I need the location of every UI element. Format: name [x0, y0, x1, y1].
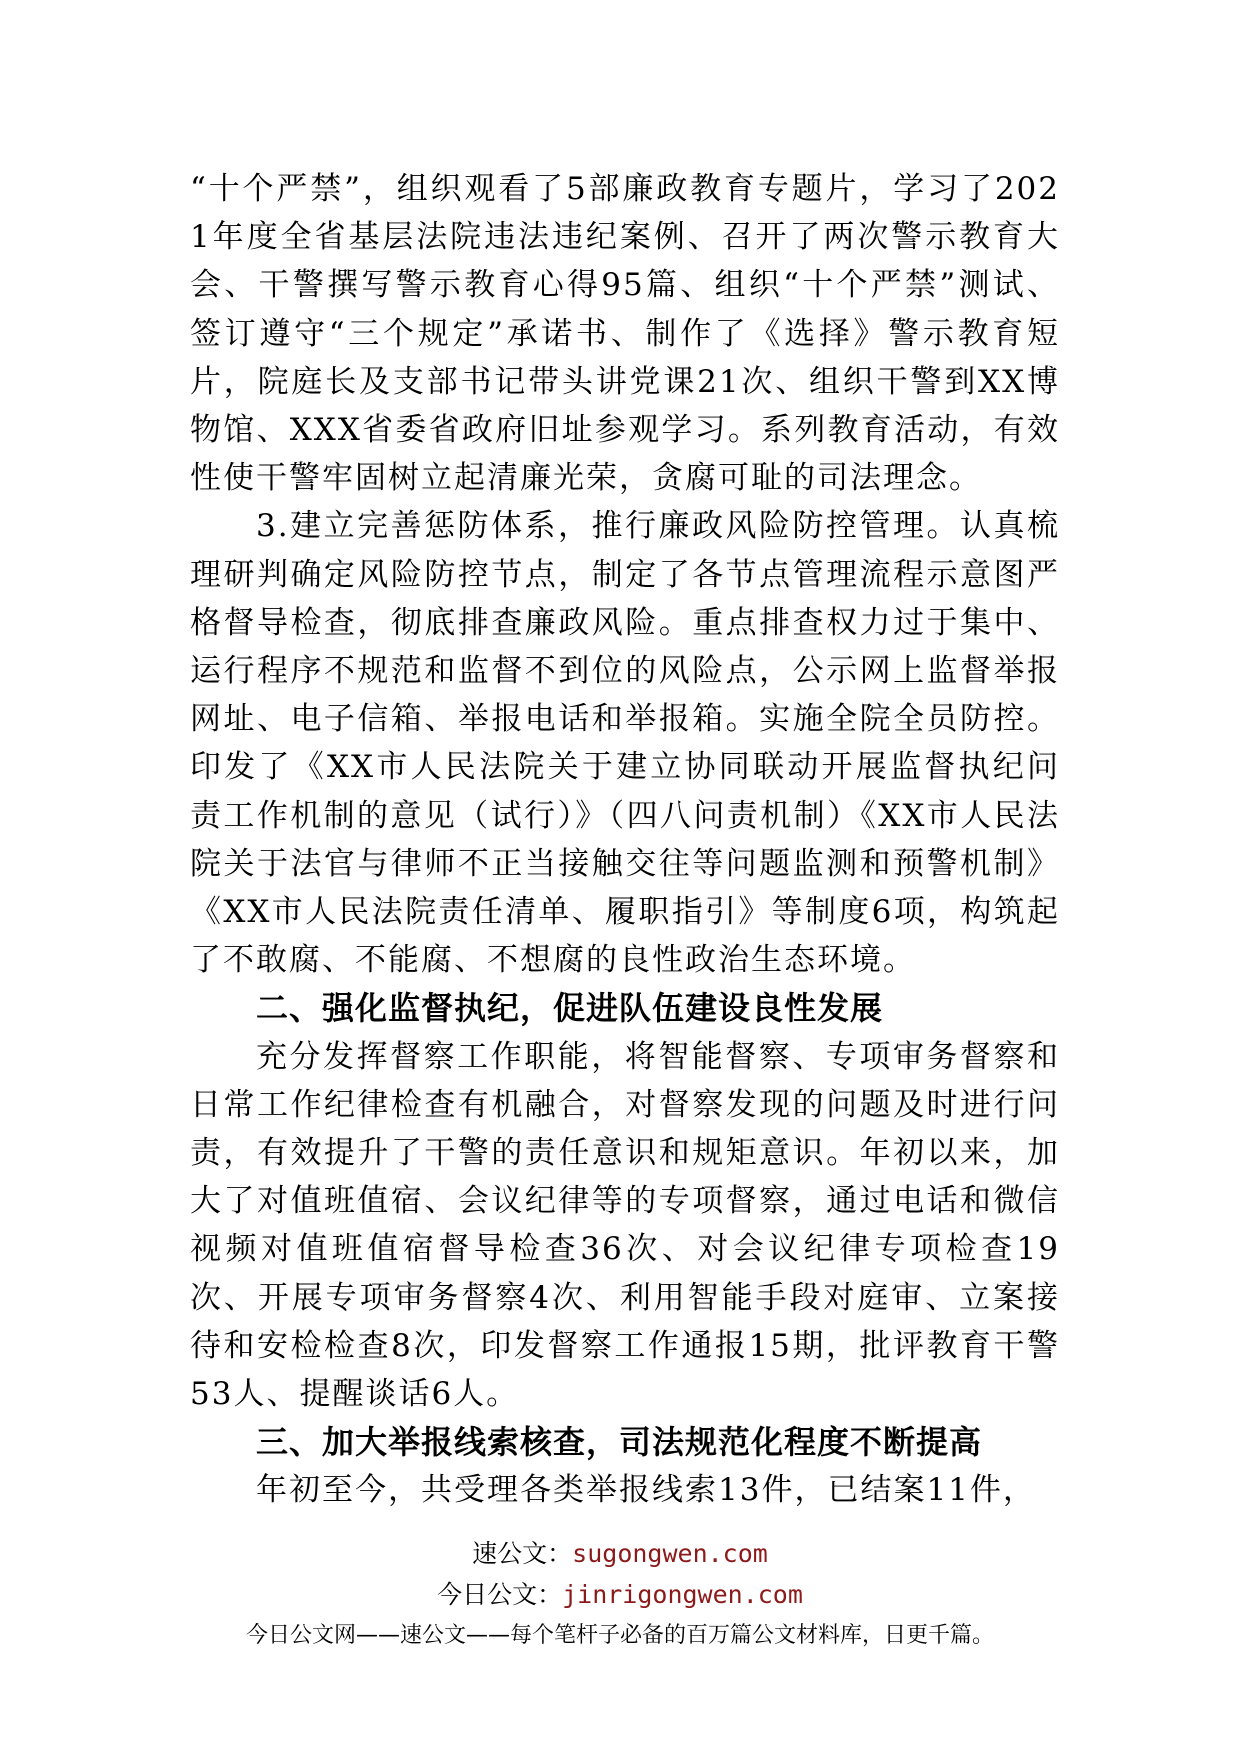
document-body — [190, 165, 1060, 1515]
footer-jinrigongwen — [0, 1575, 1240, 1611]
footer-label-sugongwen: 速公文： — [472, 1539, 573, 1568]
section-heading-report-verification: 三、加大举报线索核查，司法规范化程度不断提高 — [256, 1423, 983, 1462]
footer-link-sugongwen[interactable]: sugongwen.com — [572, 1539, 768, 1568]
footer-link-jinrigongwen[interactable]: jinrigongwen.com — [562, 1580, 803, 1609]
paragraph-report-cases: 年初至今，共受理各类举报线索13件，已结案11件， — [256, 1472, 1036, 1509]
paragraph-supervision: 充分发挥督察工作职能，将智能督察、专项审务督察和日常工作纪律检查有机融合，对督察发现的问题及时进行问责，有效提升了干警的责任意识和规矩意识。年初以来，加大了对值班值宿、会议纪律等的专项督察，通过电话和微信视频对值班值宿督导检查36次、对会议纪律专项检查19次、开展专项审务督察4次、利用智能手段对庭审、立案接待和安检检查8次，印发督察工作通报15期，批评教育干警53人、提醒谈话6人。 — [190, 1038, 1060, 1413]
section-heading-supervision: 二、强化监督执纪，促进队伍建设良性发展 — [256, 989, 884, 1028]
paragraph-warning-education: “十个严禁”，组织观看了5部廉政教育专题片，学习了2021年度全省基层法院违法违纪案例、召开了两次警示教育大会、干警撰写警示教育心得95篇、组织“十个严禁”测试、签订遵守“三个规定”承诺书、制作了《选择》警示教育短片，院庭长及支部书记带头讲党课21次、组织干警到XX博物馆、XXX省委省政府旧址参观学习。系列教育活动，有效性使干警牢固树立起清廉光荣，贪腐可耻的司法理念。 — [190, 171, 1060, 497]
footer-tagline — [0, 1618, 1240, 1649]
footer-label-jinrigongwen: 今日公文： — [437, 1580, 563, 1609]
footer-tagline-text: 今日公文网——速公文——每个笔杆子必备的百万篇公文材料库，日更千篇。 — [245, 1623, 994, 1648]
footer-sugongwen — [0, 1534, 1240, 1570]
paragraph-risk-control: 3.建立完善惩防体系，推行廉政风险防控管理。认真梳理研判确定风险防控节点，制定了各节点管理流程示意图严格督导检查，彻底排查廉政风险。重点排查权力过于集中、运行程序不规范和监督不到位的风险点，公示网上监督举报网址、电子信箱、举报电话和举报箱。实施全院全员防控。印发了《XX市人民法院关于建立协同联动开展监督执纪问责工作机制的意见（试行）》（四八问责机制）《XX市人民法院关于法官与律师不正当接触交往等问题监测和预警机制》《XX市人民法院责任清单、履职指引》等制度6项，构筑起了不敢腐、不能腐、不想腐的良性政治生态环境。 — [190, 508, 1060, 979]
